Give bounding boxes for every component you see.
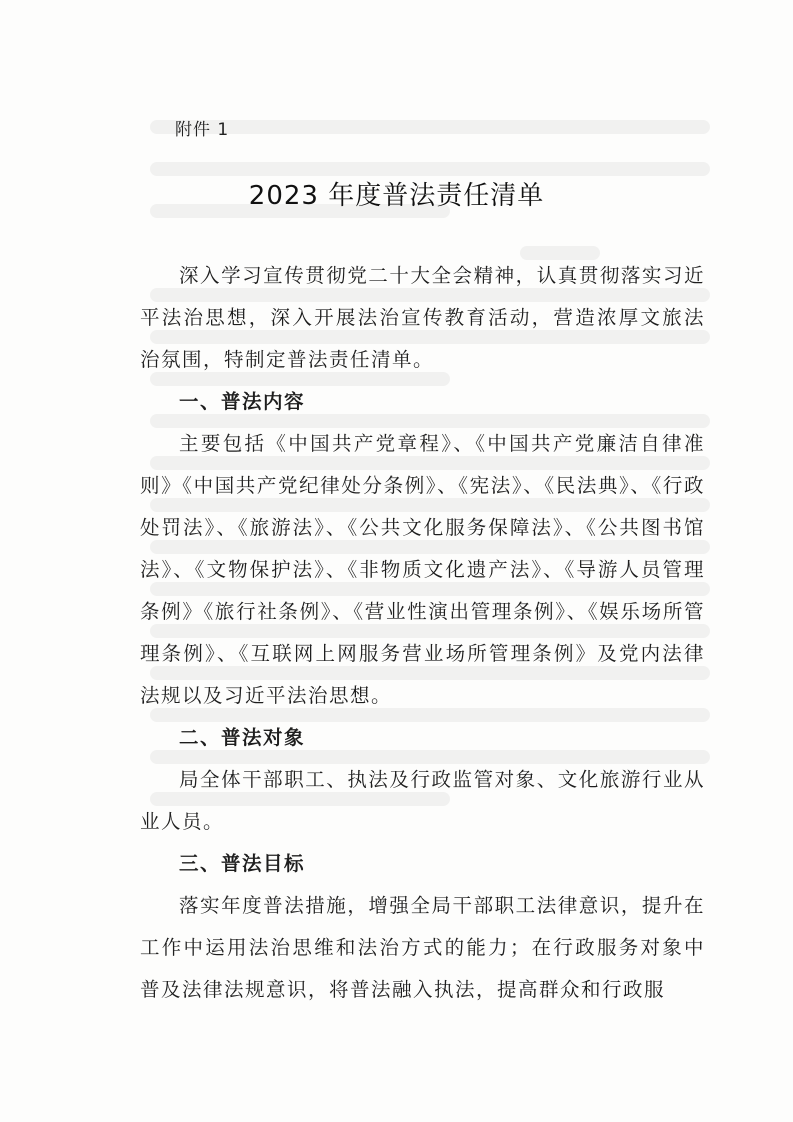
section-paragraph-content: 主要包括《中国共产党章程》、《中国共产党廉洁自律准则》《中国共产党纪律处分条例》、《宪法》、《民法典》、《行政处罚法》、《旅游法》、《公共文化服务保障法》、《公共图书馆法》、《文物保护法》、《非物质文化遗产法》、《导游人员管理条例》《旅行社条例》、《营业性演出管理条例》、《娱乐场所管理条例》、《互联网上网服务营业场所管理条例》及党内法律法规以及习近平法治思想。 [140, 432, 705, 707]
attachment-label: 附件 1 [175, 120, 230, 140]
section-paragraph-goals: 落实年度普法措施，增强全局干部职工法律意识，提升在工作中运用法治思维和法治方式的能力；在行政服务对象中普及法律法规意识，将普法融入执法，提高群众和行政服 [140, 894, 705, 1001]
section-heading-content: 一、普法内容 [179, 390, 306, 413]
section-paragraph-audience: 局全体干部职工、执法及行政监管对象、文化旅游行业从业人员。 [140, 768, 705, 833]
section-heading-audience: 二、普法对象 [179, 726, 306, 749]
document-body [140, 255, 705, 1011]
document-title: 2023 年度普法责任清单 [248, 181, 545, 211]
section-heading-goals: 三、普法目标 [179, 852, 306, 875]
intro-paragraph: 深入学习宣传贯彻党二十大全会精神，认真贯彻落实习近平法治思想，深入开展法治宣传教育活动，营造浓厚文旅法治氛围，特制定普法责任清单。 [140, 264, 705, 371]
